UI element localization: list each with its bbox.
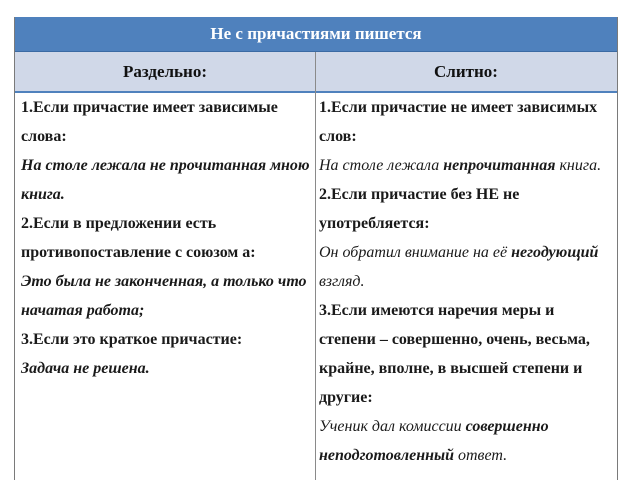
joined-example-3-pre: Ученик дал комиссии (319, 418, 466, 435)
joined-example-2-post: взгляд. (319, 273, 365, 290)
joined-rule-1: 1.Если причастие не имеет зависимых слов: (319, 99, 598, 145)
separate-example-3: Задача не решена. (21, 360, 150, 377)
separate-column (21, 93, 311, 383)
joined-example-2-pre: Он обратил внимание на её (319, 244, 512, 261)
joined-example-2-highlight: негодующий (511, 244, 599, 261)
column-divider (315, 52, 316, 480)
header-row (15, 52, 617, 93)
rules-table (14, 17, 618, 480)
separate-rule-2: 2.Если в предложении есть противопоставление с союзом а: (21, 215, 256, 261)
header-joined: Слитно: (434, 61, 498, 81)
joined-column (319, 93, 615, 470)
header-separate: Раздельно: (122, 61, 208, 81)
separate-rule-3: 3.Если это краткое причастие: (21, 331, 243, 348)
joined-rule-3: 3.Если имеются наречия меры и степени – совершенно, очень, весьма, крайне, вполне, в высшей степени и другие: (319, 302, 590, 406)
table-title: Не с причастиями пишется (15, 17, 617, 52)
joined-example-3 (319, 412, 615, 470)
joined-example-3-post: ответ. (453, 447, 508, 464)
joined-example-1-pre: На столе лежала (319, 157, 444, 174)
separate-example-2: Это была не законченная, а только что начатая работа; (21, 273, 307, 319)
joined-example-1-highlight: непрочитанная (443, 157, 556, 174)
joined-rule-2: 2.Если причастие без НЕ не употребляется: (319, 186, 520, 232)
joined-example-1-post: книга. (555, 157, 602, 174)
separate-example-1: На столе лежала не прочитанная мною книга. (21, 157, 310, 203)
joined-example-1 (319, 151, 615, 180)
joined-example-2 (319, 238, 615, 296)
joined-example-3-highlight: совершенно неподготовленный (319, 418, 549, 464)
separate-rule-1: 1.Если причастие имеет зависимые слова: (21, 99, 278, 145)
